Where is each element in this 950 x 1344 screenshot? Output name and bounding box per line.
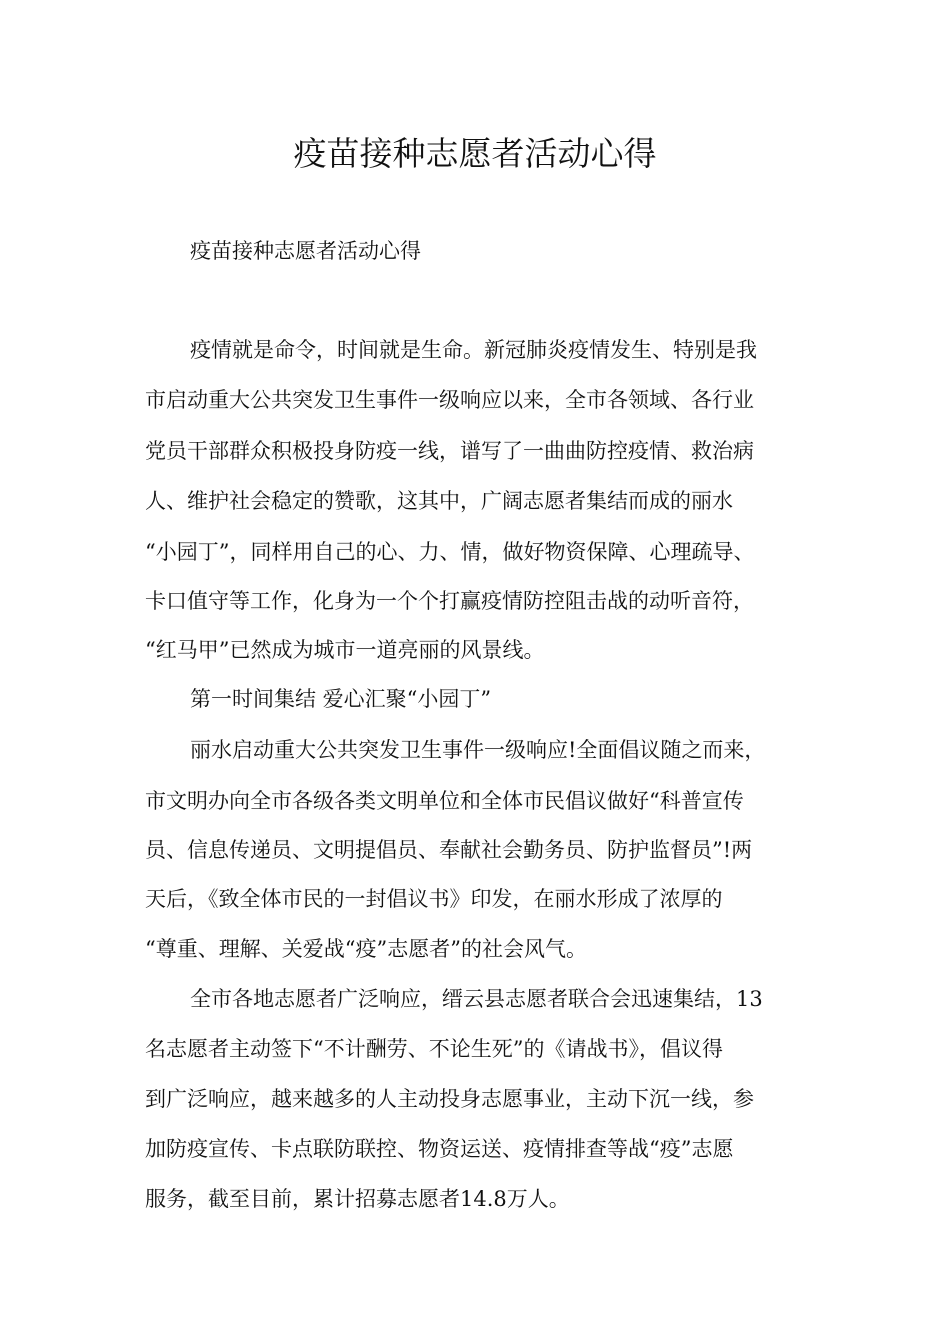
document-title: 疫苗接种志愿者活动心得: [293, 134, 657, 173]
body-line: 市启动重大公共突发卫生事件一级响应以来，全市各领域、各行业: [145, 388, 754, 412]
body-line: 员、信息传递员、文明提倡员、奉献社会勤务员、防护监督员”!两: [145, 838, 753, 862]
body-line: 天后，《致全体市民的一封倡议书》印发，在丽水形成了浓厚的: [145, 887, 723, 911]
body-line: 市文明办向全市各级各类文明单位和全体市民倡议做好“科普宣传: [145, 789, 744, 813]
body-line: 名志愿者主动签下“不计酬劳、不论生死”的《请战书》，倡议得: [145, 1037, 723, 1061]
body-line: 加防疫宣传、卡点联防联控、物资运送、疫情排查等战“疫”志愿: [145, 1137, 734, 1161]
document-subtitle: 疫苗接种志愿者活动心得: [190, 239, 421, 263]
body-line: 人、维护社会稳定的赞歌，这其中，广阔志愿者集结而成的丽水: [145, 489, 733, 513]
body-line: “小园丁”，同样用自己的心、力、情，做好物资保障、心理疏导、: [145, 540, 755, 564]
body-line: 疫情就是命令，时间就是生命。新冠肺炎疫情发生、特别是我: [190, 338, 757, 362]
body-line: 到广泛响应，越来越多的人主动投身志愿事业，主动下沉一线，参: [145, 1087, 754, 1111]
body-line: 服务，截至目前，累计招募志愿者14.8万人。: [145, 1187, 570, 1211]
body-line: “红马甲”已然成为城市一道亮丽的风景线。: [145, 638, 545, 662]
body-line: “尊重、理解、关爱战“疫”志愿者”的社会风气。: [145, 937, 587, 961]
section-heading: 第一时间集结 爱心汇聚“小园丁”: [190, 687, 492, 711]
body-line: 卡口值守等工作，化身为一个个打赢疫情防控阻击战的动听音符，: [145, 589, 754, 613]
body-line: 党员干部群众积极投身防疫一线，谱写了一曲曲防控疫情、救治病: [145, 439, 754, 463]
body-line: 全市各地志愿者广泛响应，缙云县志愿者联合会迅速集结，13: [190, 987, 763, 1011]
body-line: 丽水启动重大公共突发卫生事件一级响应!全面倡议随之而来，: [190, 738, 766, 762]
